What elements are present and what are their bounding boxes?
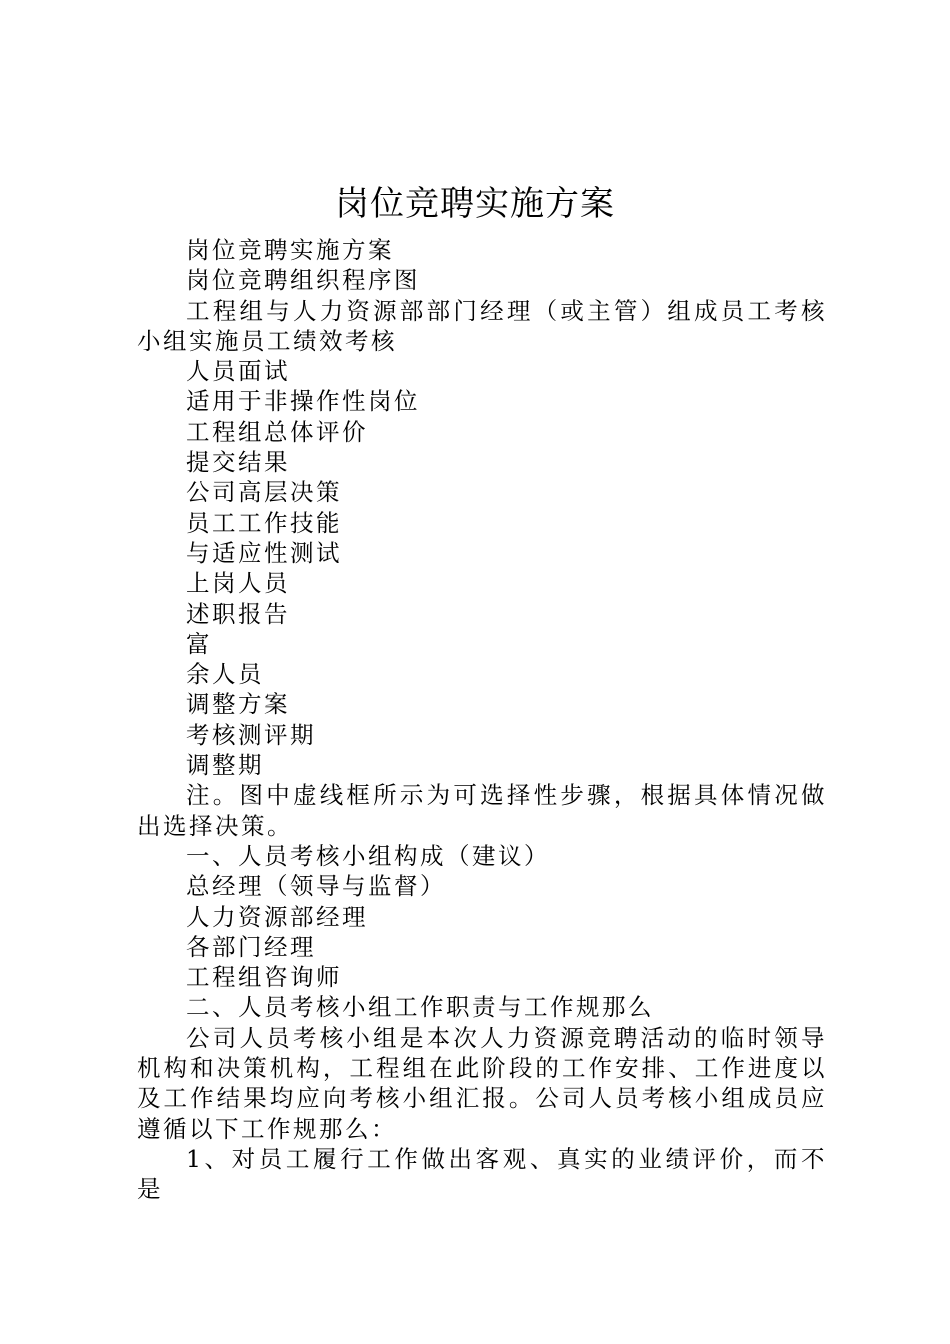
paragraph: 与适应性测试 — [186, 538, 342, 567]
paragraph: 公司高层决策 — [186, 478, 342, 507]
paragraph: 公司人员考核小组是本次人力资源竞聘活动的临时领导机构和决策机构，工程组在此阶段的工作安排、工作进度以及工作结果均应向考核小组汇报。公司人员考核小组成员应遵循以下工作规那么： — [137, 1023, 827, 1143]
section-heading: 一、人员考核小组构成（建议） — [186, 841, 550, 870]
paragraph: 提交结果 — [186, 448, 290, 477]
paragraph: 述职报告 — [186, 599, 290, 628]
paragraph: 调整方案 — [186, 690, 290, 719]
paragraph: 1、对员工履行工作做出客观、真实的业绩评价，而不是 — [137, 1144, 827, 1204]
paragraph: 上岗人员 — [186, 569, 290, 598]
paragraph: 适用于非操作性岗位 — [186, 387, 420, 416]
section-heading: 二、人员考核小组工作职责与工作规那么 — [186, 993, 654, 1022]
paragraph: 总经理（领导与监督） — [186, 872, 446, 901]
paragraph: 人员面试 — [186, 357, 290, 386]
paragraph: 岗位竞聘组织程序图 — [186, 266, 420, 295]
paragraph: 工程组总体评价 — [186, 417, 368, 446]
paragraph: 员工工作技能 — [186, 508, 342, 537]
paragraph: 人力资源部经理 — [186, 902, 368, 931]
paragraph: 工程组与人力资源部部门经理（或主管）组成员工考核小组实施员工绩效考核 — [137, 296, 827, 355]
paragraph: 岗位竞聘实施方案 — [186, 236, 394, 264]
paragraph: 余人员 — [186, 660, 264, 689]
paragraph: 调整期 — [186, 751, 264, 780]
paragraph: 考核测评期 — [186, 720, 316, 749]
paragraph: 注。图中虚线框所示为可选择性步骤，根据具体情况做出选择决策。 — [137, 781, 827, 840]
document-body — [137, 235, 827, 1205]
paragraph: 富 — [186, 629, 212, 658]
paragraph: 各部门经理 — [186, 932, 316, 961]
document-title: 岗位竞聘实施方案 — [335, 184, 615, 224]
paragraph: 工程组咨询师 — [186, 963, 342, 992]
